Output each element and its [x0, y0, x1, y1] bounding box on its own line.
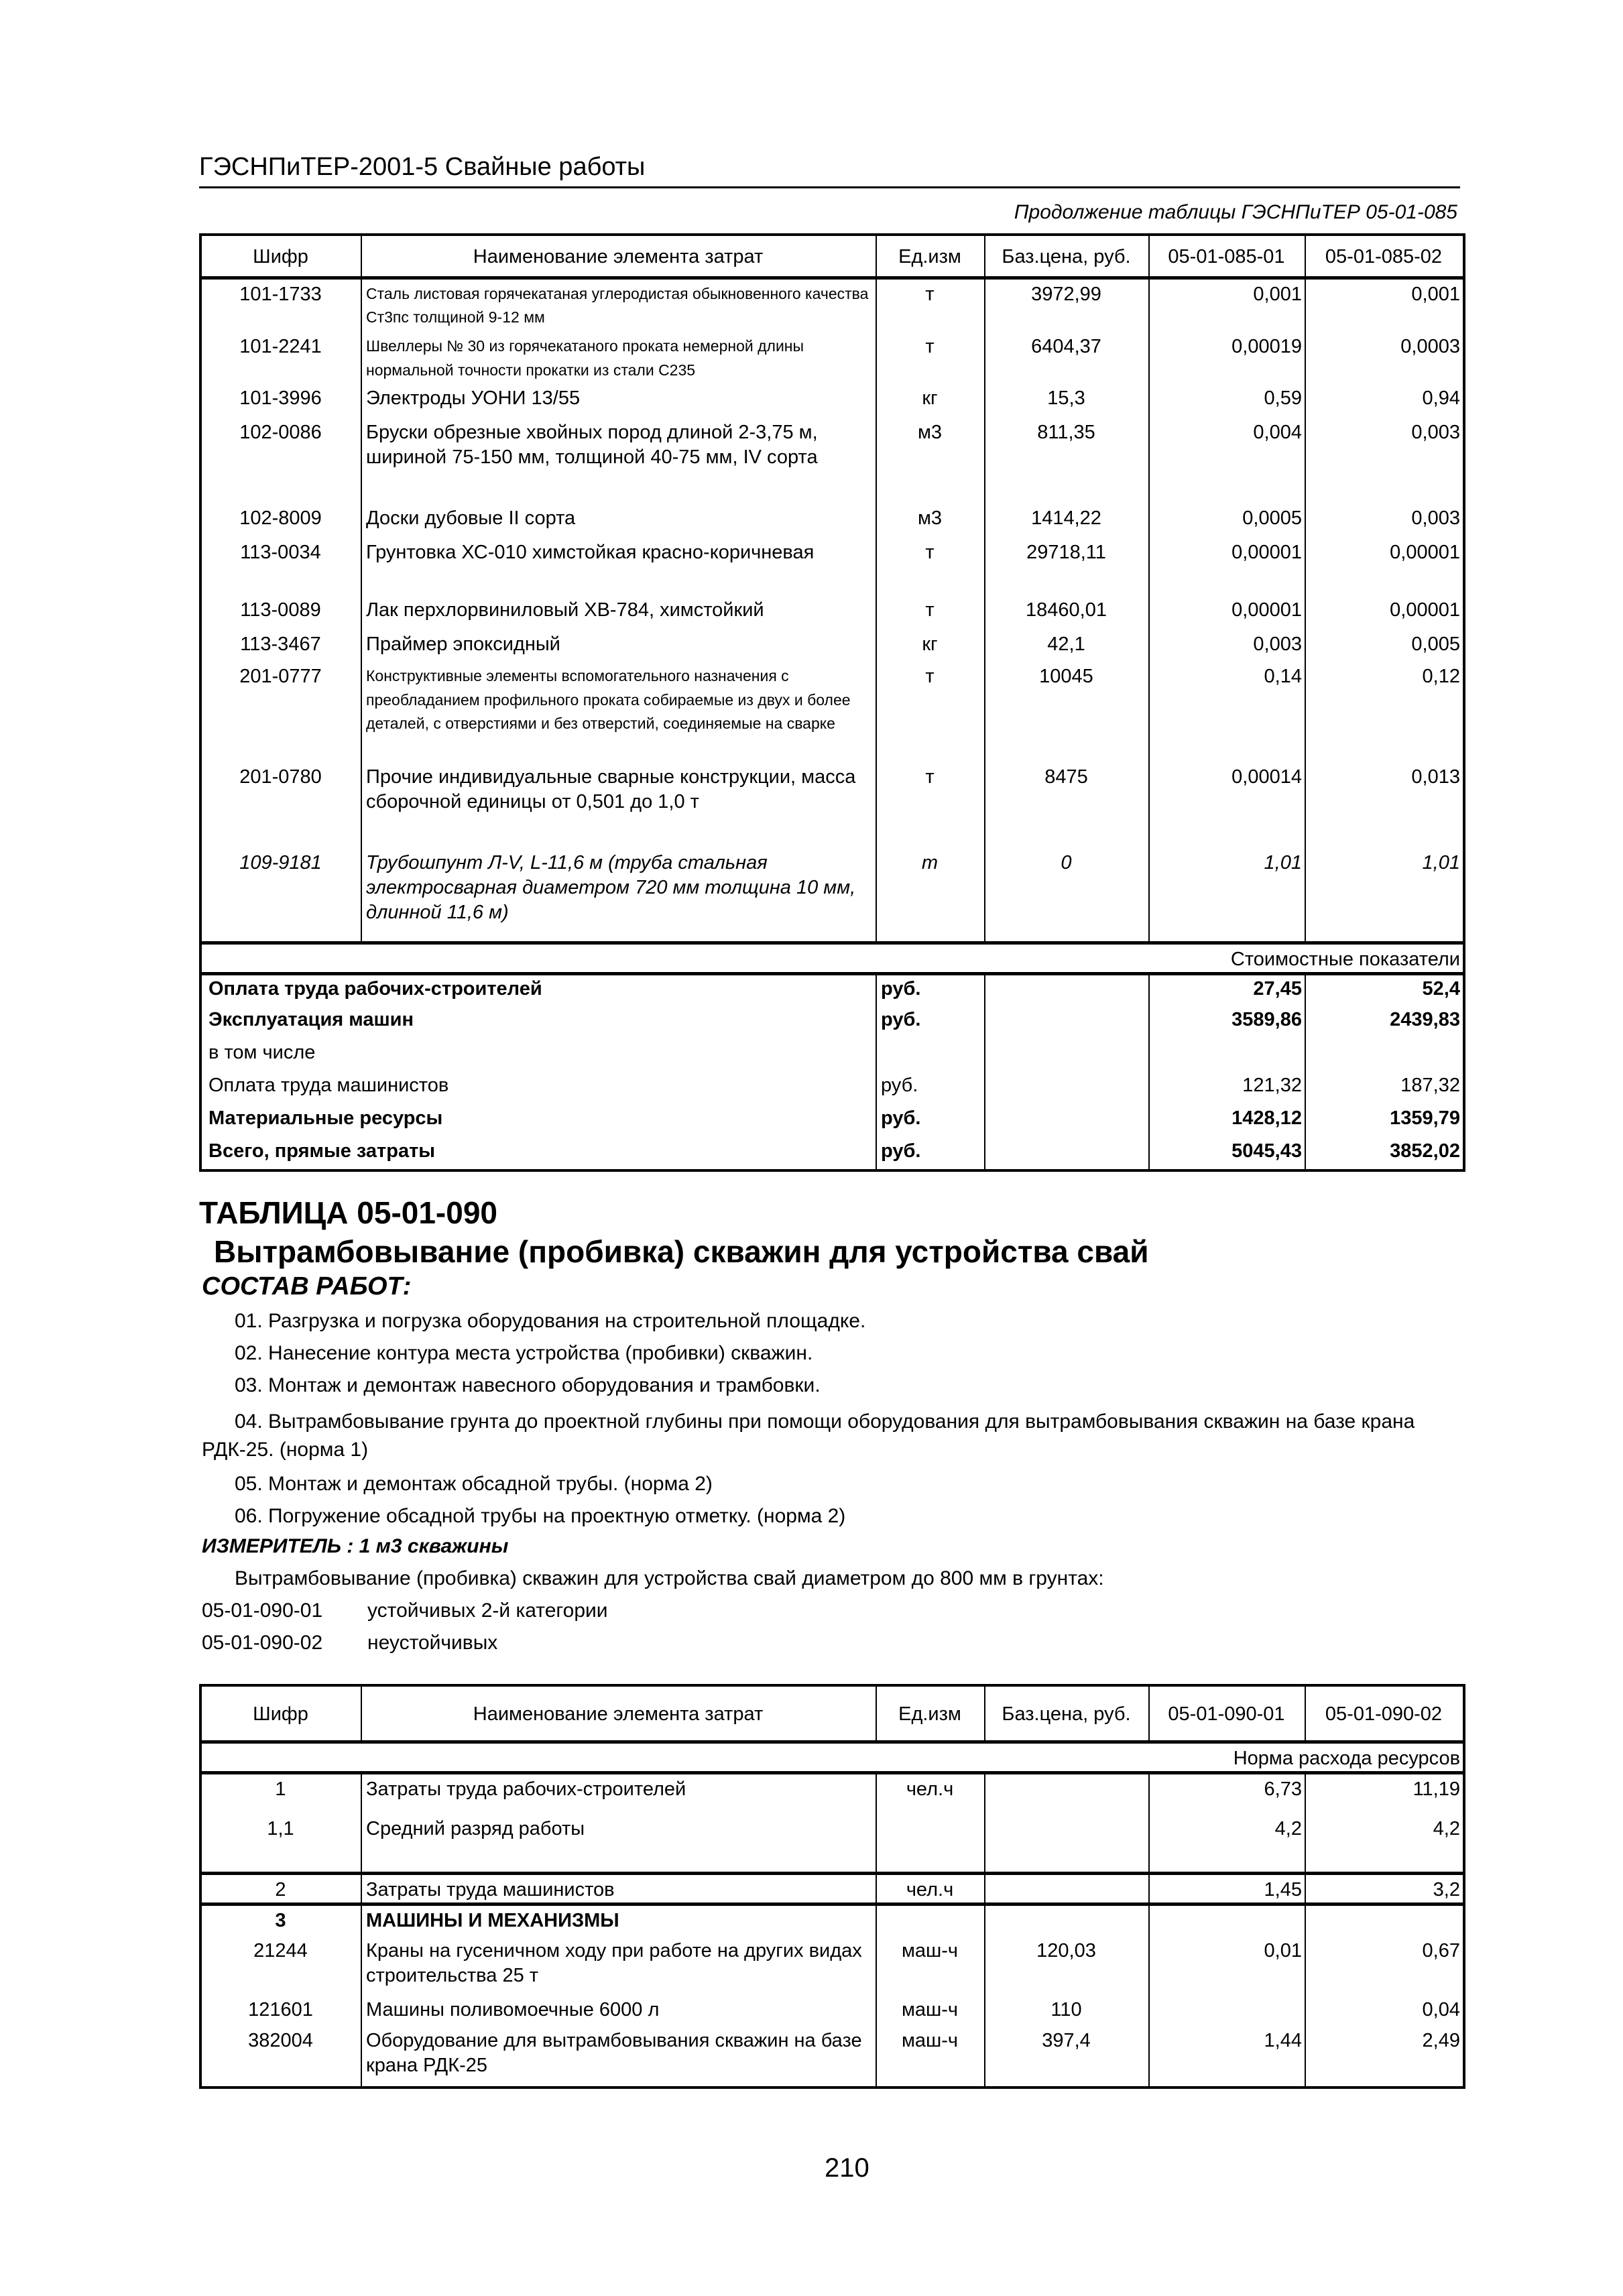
resource-row [200, 848, 1464, 943]
norm-value-2: 2,49 [1305, 2026, 1464, 2088]
page-number: 210 [825, 2153, 869, 2183]
resource-code: 201-0777 [200, 662, 361, 762]
resource-code: 3 [200, 1904, 361, 1936]
resource-table-05-01-090 [199, 1684, 1465, 2089]
norm-value-1: 0,001 [1149, 278, 1305, 332]
cost-value-2: 52,4 [1305, 973, 1464, 1006]
cost-value-2: 1359,79 [1305, 1105, 1464, 1138]
col-header-price: Баз.цена, руб. [985, 235, 1149, 278]
resource-base-price: 811,35 [985, 418, 1149, 503]
resource-code: 201-0780 [200, 762, 361, 848]
resource-row [200, 332, 1464, 383]
resource-base-price: 120,03 [985, 1936, 1149, 1995]
work-item: 05. Монтаж и демонтаж обсадной трубы. (норма 2) [235, 1473, 713, 1495]
resource-code: 102-0086 [200, 418, 361, 503]
cost-empty-cell [985, 1138, 1149, 1170]
resource-unit: маш-ч [876, 2026, 985, 2088]
resource-code: 382004 [200, 2026, 361, 2088]
resource-unit: маш-ч [876, 1995, 985, 2026]
norm-value-2: 0,005 [1305, 629, 1464, 662]
cost-label: Эксплуатация машин [200, 1006, 876, 1039]
col-header-name: Наименование элемента затрат [361, 235, 876, 278]
col-header-norm-2: 05-01-090-02 [1305, 1685, 1464, 1742]
section-label: Норма расхода ресурсов [200, 1742, 1464, 1772]
resource-name: Лак перхлорвиниловый ХВ-784, химстойкий [361, 595, 876, 629]
norm-value-2: 0,00001 [1305, 595, 1464, 629]
variant-line [202, 1599, 608, 1622]
resource-row [200, 1995, 1464, 2026]
resource-name: Швеллеры № 30 из горячекатаного проката немерной длины нормальной точности прокатки из стали С235 [361, 332, 876, 383]
resource-name: Трубошпунт Л-V, L-11,6 м (труба стальная электросварная диаметром 720 мм толщина 10 мм, длинной 11,6 м) [361, 848, 876, 943]
col-header-norm-2: 05-01-085-02 [1305, 235, 1464, 278]
resource-code: 21244 [200, 1936, 361, 1995]
resource-unit: т [876, 332, 985, 383]
norm-value-1: 0,00001 [1149, 595, 1305, 629]
resource-base-price: 110 [985, 1995, 1149, 2026]
norm-value-2: 0,67 [1305, 1936, 1464, 1995]
resource-code: 102-8009 [200, 503, 361, 538]
resource-name: Машины поливомоечные 6000 л [361, 1995, 876, 2026]
resource-row [200, 2026, 1464, 2088]
resource-row [200, 418, 1464, 503]
cost-row [200, 973, 1464, 1006]
resource-name: Затраты труда рабочих-строителей [361, 1772, 876, 1814]
work-item: 01. Разгрузка и погрузка оборудования на строительной площадке. [235, 1310, 866, 1332]
running-header: ГЭСНПиТЕР-2001-5 Свайные работы [199, 153, 646, 181]
cost-row [200, 1072, 1464, 1105]
resource-name: Конструктивные элементы вспомогательного назначения с преобладанием профильного проката собираемые из двух и более деталей, с отверстиями и без отверстий, соединяемые на сварке [361, 662, 876, 762]
table-title: Вытрамбовывание (пробивка) скважин для устройства свай [214, 1234, 1149, 1269]
resource-base-price [985, 1814, 1149, 1873]
cost-value-2: 187,32 [1305, 1072, 1464, 1105]
resource-row [200, 503, 1464, 538]
norm-value-1: 0,14 [1149, 662, 1305, 762]
cost-unit: руб. [876, 973, 985, 1006]
resource-unit: кг [876, 383, 985, 418]
norm-value-1: 1,01 [1149, 848, 1305, 943]
cost-value-1: 3589,86 [1149, 1006, 1305, 1039]
norm-value-2: 0,12 [1305, 662, 1464, 762]
norm-value-1: 0,004 [1149, 418, 1305, 503]
resource-code: 101-1733 [200, 278, 361, 332]
norm-value-2: 1,01 [1305, 848, 1464, 943]
cost-label: Оплата труда рабочих-строителей [200, 973, 876, 1006]
norm-value-2: 0,013 [1305, 762, 1464, 848]
header-rule [199, 186, 1460, 188]
cost-value-2 [1305, 1039, 1464, 1072]
resource-code: 113-3467 [200, 629, 361, 662]
norm-value-1: 0,59 [1149, 383, 1305, 418]
col-header-price: Баз.цена, руб. [985, 1685, 1149, 1742]
resource-name: Праймер эпоксидный [361, 629, 876, 662]
col-header-unit: Ед.изм [876, 235, 985, 278]
col-header-norm-1: 05-01-090-01 [1149, 1685, 1305, 1742]
resource-code: 113-0089 [200, 595, 361, 629]
section-label-row [200, 1742, 1464, 1772]
cost-value-1: 5045,43 [1149, 1138, 1305, 1170]
norm-value-2: 11,19 [1305, 1772, 1464, 1814]
norm-value-1 [1149, 1995, 1305, 2026]
table-continuation-caption: Продолжение таблицы ГЭСНПиТЕР 05-01-085 [1014, 201, 1457, 223]
resource-base-price: 3972,99 [985, 278, 1149, 332]
cost-unit [876, 1039, 985, 1072]
resource-unit: т [876, 762, 985, 848]
variant-description: устойчивых 2-й категории [367, 1599, 608, 1622]
norm-value-2: 0,00001 [1305, 538, 1464, 595]
resource-name: Грунтовка ХС-010 химстойкая красно-коричневая [361, 538, 876, 595]
resource-unit: т [876, 662, 985, 762]
cost-row [200, 1006, 1464, 1039]
resource-name: Оборудование для вытрамбовывания скважин на базе крана РДК-25 [361, 2026, 876, 2088]
cost-empty-cell [985, 973, 1149, 1006]
norm-value-2: 0,001 [1305, 278, 1464, 332]
resource-name: Прочие индивидуальные сварные конструкции, масса сборочной единицы от 0,501 до 1,0 т [361, 762, 876, 848]
cost-label: в том числе [200, 1039, 876, 1072]
variant-line [202, 1632, 498, 1654]
cost-value-1: 27,45 [1149, 973, 1305, 1006]
resource-base-price: 0 [985, 848, 1149, 943]
norm-value-1: 0,0005 [1149, 503, 1305, 538]
table-header-row [200, 235, 1464, 278]
cost-value-1: 121,32 [1149, 1072, 1305, 1105]
norm-value-1 [1149, 1904, 1305, 1936]
resource-base-price: 29718,11 [985, 538, 1149, 595]
resource-unit: т [876, 538, 985, 595]
table-header-row [200, 1685, 1464, 1742]
resource-name: МАШИНЫ И МЕХАНИЗМЫ [361, 1904, 876, 1936]
resource-name: Затраты труда машинистов [361, 1873, 876, 1904]
work-item: 04. Вытрамбовывание грунта до проектной глубины при помощи оборудования для вытрамбовывания скважин на базе крана РДК-25. (норма 1) [202, 1410, 1415, 1461]
resource-name: Доски дубовые II сорта [361, 503, 876, 538]
norm-value-2: 0,04 [1305, 1995, 1464, 2026]
cost-row [200, 1138, 1464, 1170]
norm-value-1: 4,2 [1149, 1814, 1305, 1873]
resource-row [200, 595, 1464, 629]
col-header-code: Шифр [200, 1685, 361, 1742]
cost-value-1 [1149, 1039, 1305, 1072]
cost-label: Всего, прямые затраты [200, 1138, 876, 1170]
norm-value-2 [1305, 1904, 1464, 1936]
work-item: 03. Монтаж и демонтаж навесного оборудования и трамбовки. [235, 1374, 821, 1396]
resource-row [200, 383, 1464, 418]
resource-base-price: 10045 [985, 662, 1149, 762]
norm-value-1: 6,73 [1149, 1772, 1305, 1814]
norm-value-2: 4,2 [1305, 1814, 1464, 1873]
cost-empty-cell [985, 1072, 1149, 1105]
resource-row [200, 278, 1464, 332]
resource-base-price: 397,4 [985, 2026, 1149, 2088]
resource-code: 109-9181 [200, 848, 361, 943]
resource-unit: кг [876, 629, 985, 662]
resource-code: 113-0034 [200, 538, 361, 595]
variant-description: неустойчивых [367, 1632, 498, 1654]
norm-value-1: 1,44 [1149, 2026, 1305, 2088]
norm-value-2: 3,2 [1305, 1873, 1464, 1904]
cost-label: Оплата труда машинистов [200, 1072, 876, 1105]
resource-base-price: 15,3 [985, 383, 1149, 418]
resource-name: Сталь листовая горячекатаная углеродистая обыкновенного качества Ст3пс толщиной 9-12 мм [361, 278, 876, 332]
variants-intro: Вытрамбовывание (пробивка) скважин для устройства свай диаметром до 800 мм в грунтах: [235, 1567, 1104, 1589]
resource-unit: м3 [876, 418, 985, 503]
resource-unit [876, 1814, 985, 1873]
resource-unit: маш-ч [876, 1936, 985, 1995]
variant-code: 05-01-090-02 [202, 1632, 323, 1654]
resource-row [200, 1772, 1464, 1814]
resource-base-price: 6404,37 [985, 332, 1149, 383]
cost-empty-cell [985, 1006, 1149, 1039]
resource-code: 101-2241 [200, 332, 361, 383]
norm-value-2: 0,0003 [1305, 332, 1464, 383]
resource-name: Средний разряд работы [361, 1814, 876, 1873]
resource-base-price: 1414,22 [985, 503, 1149, 538]
table-number-heading: ТАБЛИЦА 05-01-090 [199, 1195, 497, 1230]
resource-code: 1,1 [200, 1814, 361, 1873]
resource-unit [876, 1904, 985, 1936]
cost-unit: руб. [876, 1072, 985, 1105]
resource-code: 1 [200, 1772, 361, 1814]
section-label: Стоимостные показатели [200, 943, 1464, 973]
resource-row [200, 1936, 1464, 1995]
resource-unit: чел.ч [876, 1772, 985, 1814]
norm-value-1: 0,01 [1149, 1936, 1305, 1995]
col-header-norm-1: 05-01-085-01 [1149, 235, 1305, 278]
resource-row [200, 1814, 1464, 1873]
resource-name: Бруски обрезные хвойных пород длиной 2-3,75 м, шириной 75-150 мм, толщиной 40-75 мм, IV сорта [361, 418, 876, 503]
cost-value-2: 3852,02 [1305, 1138, 1464, 1170]
resource-base-price [985, 1772, 1149, 1814]
works-heading: СОСТАВ РАБОТ: [202, 1272, 412, 1301]
norm-value-1: 0,00001 [1149, 538, 1305, 595]
resource-row [200, 1873, 1464, 1904]
resource-base-price: 8475 [985, 762, 1149, 848]
norm-value-1: 0,003 [1149, 629, 1305, 662]
resource-base-price [985, 1873, 1149, 1904]
resource-name: Электроды УОНИ 13/55 [361, 383, 876, 418]
norm-value-2: 0,94 [1305, 383, 1464, 418]
col-header-name: Наименование элемента затрат [361, 1685, 876, 1742]
cost-unit: руб. [876, 1138, 985, 1170]
resource-base-price: 42,1 [985, 629, 1149, 662]
cost-empty-cell [985, 1039, 1149, 1072]
norm-value-1: 1,45 [1149, 1873, 1305, 1904]
cost-label: Материальные ресурсы [200, 1105, 876, 1138]
col-header-code: Шифр [200, 235, 361, 278]
norm-value-1: 0,00014 [1149, 762, 1305, 848]
section-label-row [200, 943, 1464, 973]
cost-row [200, 1105, 1464, 1138]
cost-value-1: 1428,12 [1149, 1105, 1305, 1138]
cost-row [200, 1039, 1464, 1072]
norm-value-1: 0,00019 [1149, 332, 1305, 383]
measurement-unit: ИЗМЕРИТЕЛЬ : 1 м3 скважины [202, 1535, 509, 1557]
resource-base-price [985, 1904, 1149, 1936]
resource-row [200, 662, 1464, 762]
resource-unit: т [876, 278, 985, 332]
resource-table-05-01-085 [199, 233, 1465, 1172]
resource-code: 2 [200, 1873, 361, 1904]
resource-row [200, 538, 1464, 595]
work-item: 06. Погружение обсадной трубы на проектную отметку. (норма 2) [235, 1505, 846, 1527]
resource-base-price: 18460,01 [985, 595, 1149, 629]
variant-code: 05-01-090-01 [202, 1599, 323, 1622]
resource-unit: m [876, 848, 985, 943]
work-item: 02. Нанесение контура места устройства (пробивки) скважин. [235, 1342, 813, 1364]
cost-empty-cell [985, 1105, 1149, 1138]
resource-row [200, 629, 1464, 662]
norm-value-2: 0,003 [1305, 418, 1464, 503]
resource-code: 101-3996 [200, 383, 361, 418]
resource-name: Краны на гусеничном ходу при работе на других видах строительства 25 т [361, 1936, 876, 1995]
resource-unit: м3 [876, 503, 985, 538]
norm-value-2: 0,003 [1305, 503, 1464, 538]
resource-unit: чел.ч [876, 1873, 985, 1904]
resource-code: 121601 [200, 1995, 361, 2026]
resource-row [200, 762, 1464, 848]
cost-unit: руб. [876, 1006, 985, 1039]
resource-unit: т [876, 595, 985, 629]
cost-value-2: 2439,83 [1305, 1006, 1464, 1039]
resource-row [200, 1904, 1464, 1936]
col-header-unit: Ед.изм [876, 1685, 985, 1742]
cost-unit: руб. [876, 1105, 985, 1138]
